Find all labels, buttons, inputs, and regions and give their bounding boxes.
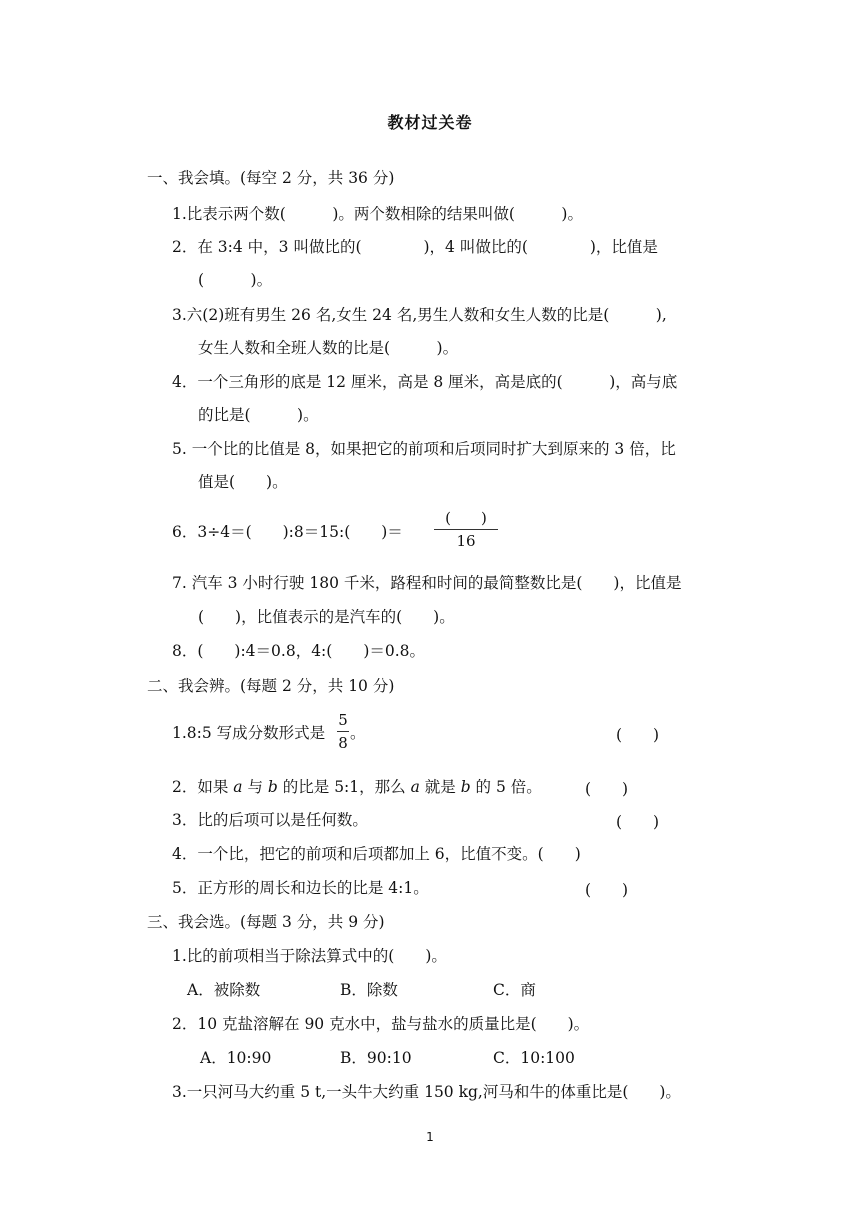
s2-question-1-fraction: [337, 711, 349, 752]
s1-question-7-cont: ( )，比值表示的是汽车的( )。: [198, 608, 455, 626]
fraction-numerator: 5: [338, 711, 348, 729]
variable-b: b: [267, 778, 278, 796]
s2-question-1: [172, 723, 325, 743]
s2-q2-pre: 2．如果: [172, 778, 234, 796]
page-number: 1: [426, 1130, 434, 1144]
s2-q2-mid1: 与: [242, 778, 268, 796]
s1-question-2: 2．在 3:4 中，3 叫做比的( )，4 叫做比的( )，比值是: [172, 238, 658, 256]
s2-q2-mid2: 的比是 5:1，那么: [277, 778, 411, 796]
s3-q1-option-b[interactable]: B．除数: [340, 981, 398, 999]
s3-q2-option-a[interactable]: A．10:90: [200, 1049, 272, 1067]
s1-question-5-cont: 值是( )。: [198, 473, 288, 491]
variable-a: a: [233, 778, 243, 796]
fraction-denominator: 8: [338, 734, 348, 752]
s1-question-3: 3.六(2)班有男生 26 名,女生 24 名,男生人数和女生人数的比是( ),: [172, 306, 667, 324]
s1-question-7: 7. 汽车 3 小时行驶 180 千米，路程和时间的最简整数比是( )，比值是: [172, 574, 682, 592]
s2-q1-text: 1.8:5 写成分数形式是: [172, 724, 326, 742]
s3-q1-option-c[interactable]: C．商: [493, 981, 536, 999]
s1-question-8: 8．( ):4＝0.8，4:( )＝0.8。: [172, 642, 426, 660]
s2-q1-tail: 。: [350, 724, 366, 742]
fraction-bar: [337, 731, 349, 732]
s1-question-5: 5. 一个比的比值是 8，如果把它的前项和后项同时扩大到原来的 3 倍，比: [172, 440, 676, 458]
s2-question-5: 5．正方形的周长和边长的比是 4:1。: [172, 879, 429, 897]
section2-heading: 二、我会辨。(每题 2 分，共 10 分): [147, 677, 395, 695]
section1-heading: 一、我会填。(每空 2 分，共 36 分): [147, 169, 395, 187]
s2-question-2: [172, 777, 542, 797]
s1-question-6: 6．3÷4＝( ):8＝15:( )＝: [172, 523, 403, 541]
s3-question-1: 1.比的前项相当于除法算式中的( )。: [172, 947, 447, 965]
variable-b: b: [460, 778, 471, 796]
s3-q2-option-b[interactable]: B．90:10: [340, 1049, 412, 1067]
s3-q2-option-c[interactable]: C．10:100: [493, 1049, 575, 1067]
s1-question-6-fraction: [434, 509, 498, 550]
page-title: 教材过关卷: [387, 113, 473, 132]
s3-q1-option-a[interactable]: A．被除数: [187, 981, 261, 999]
s2-q2-answer-paren[interactable]: ( ): [585, 780, 629, 798]
s1-question-2-cont: ( )。: [198, 271, 273, 289]
s1-question-3-cont: 女生人数和全班人数的比是( )。: [198, 339, 459, 357]
fraction-denominator: 16: [456, 532, 476, 550]
s3-question-2: 2．10 克盐溶解在 90 克水中，盐与盐水的质量比是( )。: [172, 1015, 590, 1033]
s2-q5-answer-paren[interactable]: ( ): [585, 881, 629, 899]
s1-question-4: 4．一个三角形的底是 12 厘米，高是 8 厘米，高是底的( )，高与底: [172, 373, 678, 391]
s2-question-3: 3．比的后项可以是任何数。: [172, 811, 368, 829]
section3-heading: 三、我会选。(每题 3 分，共 9 分): [147, 913, 385, 931]
s1-question-4-cont: 的比是( )。: [198, 406, 319, 424]
s2-q3-answer-paren[interactable]: ( ): [616, 813, 660, 831]
s2-question-4: 4．一个比，把它的前项和后项都加上 6，比值不变。( ): [172, 845, 581, 863]
s3-question-3: 3.一只河马大约重 5 t,一头牛大约重 150 kg,河马和牛的体重比是( )。: [172, 1083, 681, 1101]
variable-a: a: [410, 778, 420, 796]
s2-q2-end: 的 5 倍。: [470, 778, 542, 796]
s2-q2-mid3: 就是: [419, 778, 461, 796]
s2-q1-answer-paren[interactable]: ( ): [616, 726, 660, 744]
fraction-bar: [434, 529, 498, 530]
fraction-numerator: ( ): [445, 509, 487, 527]
s1-question-1: 1.比表示两个数( )。两个数相除的结果叫做( )。: [172, 205, 583, 223]
